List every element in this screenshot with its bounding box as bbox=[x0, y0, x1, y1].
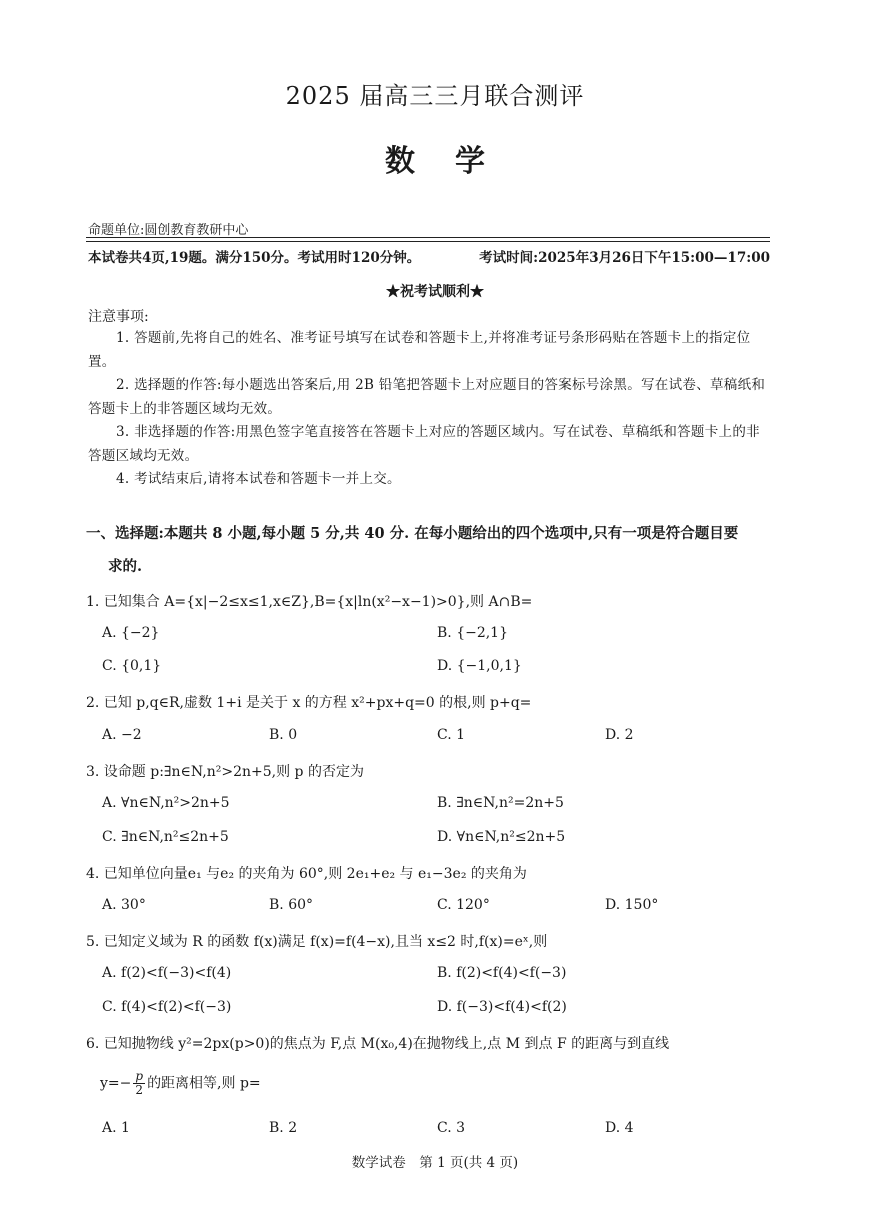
question-stem: 5. 已知定义域为 R 的函数 f(x)满足 f(x)=f(4−x),且当 x≤2 时,f(x)=eˣ,则 bbox=[86, 934, 548, 950]
header-rule-bottom bbox=[86, 241, 770, 242]
section-heading: 一、选择题:本题共 8 小题,每小题 5 分,共 40 分. 在每小题给出的四个选项中,只有一项是符合题目要 bbox=[86, 525, 739, 542]
option-b: B. ∃n∈N,n²=2n+5 bbox=[437, 795, 564, 811]
option-d: D. 2 bbox=[605, 727, 634, 743]
option-a: A. f(2)<f(−3)<f(4) bbox=[102, 965, 232, 981]
option-c: C. {0,1} bbox=[102, 658, 162, 674]
stem-prefix: y=− bbox=[100, 1075, 132, 1092]
option-a: A. {−2} bbox=[102, 625, 160, 641]
option-c: C. 1 bbox=[437, 727, 466, 743]
page-footer: 数学试卷 第 1 页(共 4 页) bbox=[351, 1155, 519, 1171]
option-c: C. 120° bbox=[437, 897, 490, 913]
exam-time: 考试时间:2025年3月26日下午15:00—17:00 bbox=[479, 250, 770, 266]
option-b: B. 60° bbox=[269, 897, 314, 913]
option-d: D. f(−3)<f(4)<f(2) bbox=[437, 999, 567, 1015]
option-c: C. ∃n∈N,n²≤2n+5 bbox=[102, 829, 229, 845]
option-b: B. 2 bbox=[269, 1120, 298, 1136]
author-unit: 命题单位:圆创教育教研中心 bbox=[88, 223, 249, 238]
fraction bbox=[133, 1070, 145, 1097]
option-c: C. f(4)<f(2)<f(−3) bbox=[102, 999, 232, 1015]
notice-title: 注意事项: bbox=[88, 309, 149, 325]
option-b: B. 0 bbox=[269, 727, 298, 743]
notice-item: 2. 选择题的作答:每小题选出答案后,用 2B 铅笔把答题卡上对应题目的答案标号涂黑。写在试卷、草稿纸和答题卡上的非答题区域均无效。 bbox=[88, 377, 766, 417]
section-heading-cont: 求的. bbox=[108, 558, 143, 575]
header-rule-top bbox=[86, 237, 770, 238]
question-stem: 2. 已知 p,q∈R,虚数 1+i 是关于 x 的方程 x²+px+q=0 的根,则 p+q= bbox=[86, 695, 532, 711]
question-stem-cont bbox=[100, 1070, 261, 1097]
exam-info: 本试卷共4页,19题。满分150分。考试用时120分钟。 bbox=[88, 250, 421, 266]
notice-item: 1. 答题前,先将自己的姓名、准考证号填写在试卷和答题卡上,并将准考证号条形码贴在答题卡上的指定位置。 bbox=[88, 330, 751, 370]
option-d: D. 4 bbox=[605, 1120, 634, 1136]
question-stem: 4. 已知单位向量e₁ 与e₂ 的夹角为 60°,则 2e₁+e₂ 与 e₁−3e₂ 的夹角为 bbox=[86, 866, 527, 882]
option-d: D. {−1,0,1} bbox=[437, 658, 522, 674]
option-a: A. −2 bbox=[102, 727, 142, 743]
fraction-denominator: 2 bbox=[135, 1083, 144, 1097]
option-d: D. 150° bbox=[605, 897, 659, 913]
option-b: B. f(2)<f(4)<f(−3) bbox=[437, 965, 567, 981]
notice-item: 3. 非选择题的作答:用黑色签字笔直接答在答题卡上对应的答题区域内。写在试卷、草稿纸和答题卡上的非答题区域均无效。 bbox=[88, 424, 760, 464]
question-stem: 1. 已知集合 A={x|−2≤x≤1,x∈Z},B={x|ln(x²−x−1)>0},则 A∩B= bbox=[86, 594, 533, 610]
option-a: A. ∀n∈N,n²>2n+5 bbox=[102, 795, 230, 811]
stem-suffix: 的距离相等,则 p= bbox=[147, 1075, 261, 1092]
subject-title: 数学 bbox=[385, 144, 525, 179]
notice-item: 4. 考试结束后,请将本试卷和答题卡一并上交。 bbox=[116, 471, 401, 487]
option-b: B. {−2,1} bbox=[437, 625, 508, 641]
question-stem: 3. 设命题 p:∃n∈N,n²>2n+5,则 p 的否定为 bbox=[86, 764, 364, 780]
fraction-numerator: p bbox=[135, 1069, 144, 1083]
question-stem: 6. 已知抛物线 y²=2px(p>0)的焦点为 F,点 M(x₀,4)在抛物线上,点 M 到点 F 的距离与到直线 bbox=[86, 1036, 670, 1052]
option-c: C. 3 bbox=[437, 1120, 466, 1136]
exam-title: 2025 届高三三月联合测评 bbox=[285, 82, 585, 110]
option-d: D. ∀n∈N,n²≤2n+5 bbox=[437, 829, 566, 845]
option-a: A. 30° bbox=[102, 897, 146, 913]
option-a: A. 1 bbox=[102, 1120, 130, 1136]
good-luck-banner: ★祝考试顺利★ bbox=[386, 284, 484, 300]
